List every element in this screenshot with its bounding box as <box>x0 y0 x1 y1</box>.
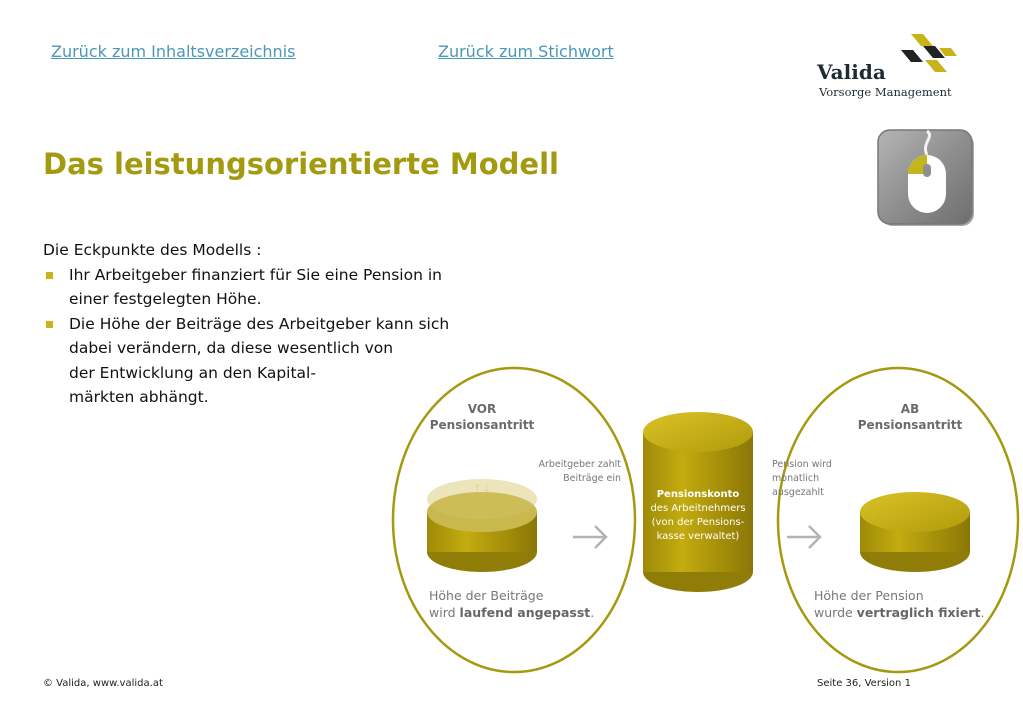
bullet-line: dabei verändern, da diese wesentlich von <box>69 339 394 357</box>
pension-cylinder <box>860 492 970 572</box>
bullet-list <box>43 263 449 410</box>
right-bottom-line1: Höhe der Pension <box>814 588 924 603</box>
left-bottom-line1: Höhe der Beiträge <box>429 588 544 603</box>
center-line4: kasse verwaltet) <box>656 531 740 542</box>
bullet-line: der Entwicklung an den Kapital- <box>69 363 316 382</box>
logo-brand: Valida <box>817 60 886 84</box>
bullet-item <box>43 312 449 410</box>
left-note-line1: Arbeitgeber zahlt <box>538 459 621 470</box>
left-bottom-line2: wird laufend angepasst. <box>429 605 595 620</box>
right-title-line2: Pensionsantritt <box>857 418 963 432</box>
mouse-nav-button[interactable] <box>877 129 978 230</box>
content-block <box>43 238 449 410</box>
left-note-line2: Beiträge ein <box>563 473 621 484</box>
logo-subtitle: Vorsorge Management <box>819 85 952 99</box>
left-title-line2: Pensionsantritt <box>429 418 535 432</box>
valida-logo <box>812 30 962 102</box>
footer-page-info: Seite 36, Version 1 <box>817 678 911 689</box>
bullet-square-icon <box>46 321 53 328</box>
right-bottom-line2: wurde vertraglich fixiert. <box>814 605 985 620</box>
arrow-right-icon <box>573 526 606 548</box>
footer-copyright: © Valida, www.valida.at <box>43 678 163 689</box>
back-to-keyword-link[interactable]: Zurück zum Stichwort <box>438 42 614 61</box>
center-line2: des Arbeitnehmers <box>650 503 746 514</box>
right-title-line1: AB <box>900 402 920 416</box>
bullet-line: Ihr Arbeitgeber finanziert für Sie eine Pension in <box>69 265 442 284</box>
bullet-square-icon <box>46 272 53 279</box>
right-note-line1: Pension wird <box>772 459 832 470</box>
contribution-cylinder <box>427 479 537 572</box>
bullet-line: märkten abhängt. <box>69 388 209 406</box>
pension-diagram <box>390 362 1023 677</box>
bullet-item <box>43 263 449 312</box>
pension-account-cylinder <box>643 412 753 592</box>
page-title: Das leistungsorientierte Modell <box>43 147 559 181</box>
center-line3: (von der Pensions- <box>651 517 745 528</box>
bullet-line: Die Höhe der Beiträge des Arbeitgeber kann sich <box>69 314 450 333</box>
logo-chevron-icon <box>897 32 959 82</box>
mouse-icon <box>877 129 978 230</box>
right-note-line3: ausgezahlt <box>772 487 824 498</box>
center-line1: Pensionskonto <box>656 489 740 500</box>
back-to-toc-link[interactable]: Zurück zum Inhaltsverzeichnis <box>51 42 296 61</box>
bullet-line: einer festgelegten Höhe. <box>69 290 262 308</box>
intro-text: Die Eckpunkte des Modells : <box>43 241 262 259</box>
arrow-right-icon <box>787 526 820 548</box>
right-note-line2: monatlich <box>772 473 820 484</box>
left-title-line1: VOR <box>467 402 497 416</box>
